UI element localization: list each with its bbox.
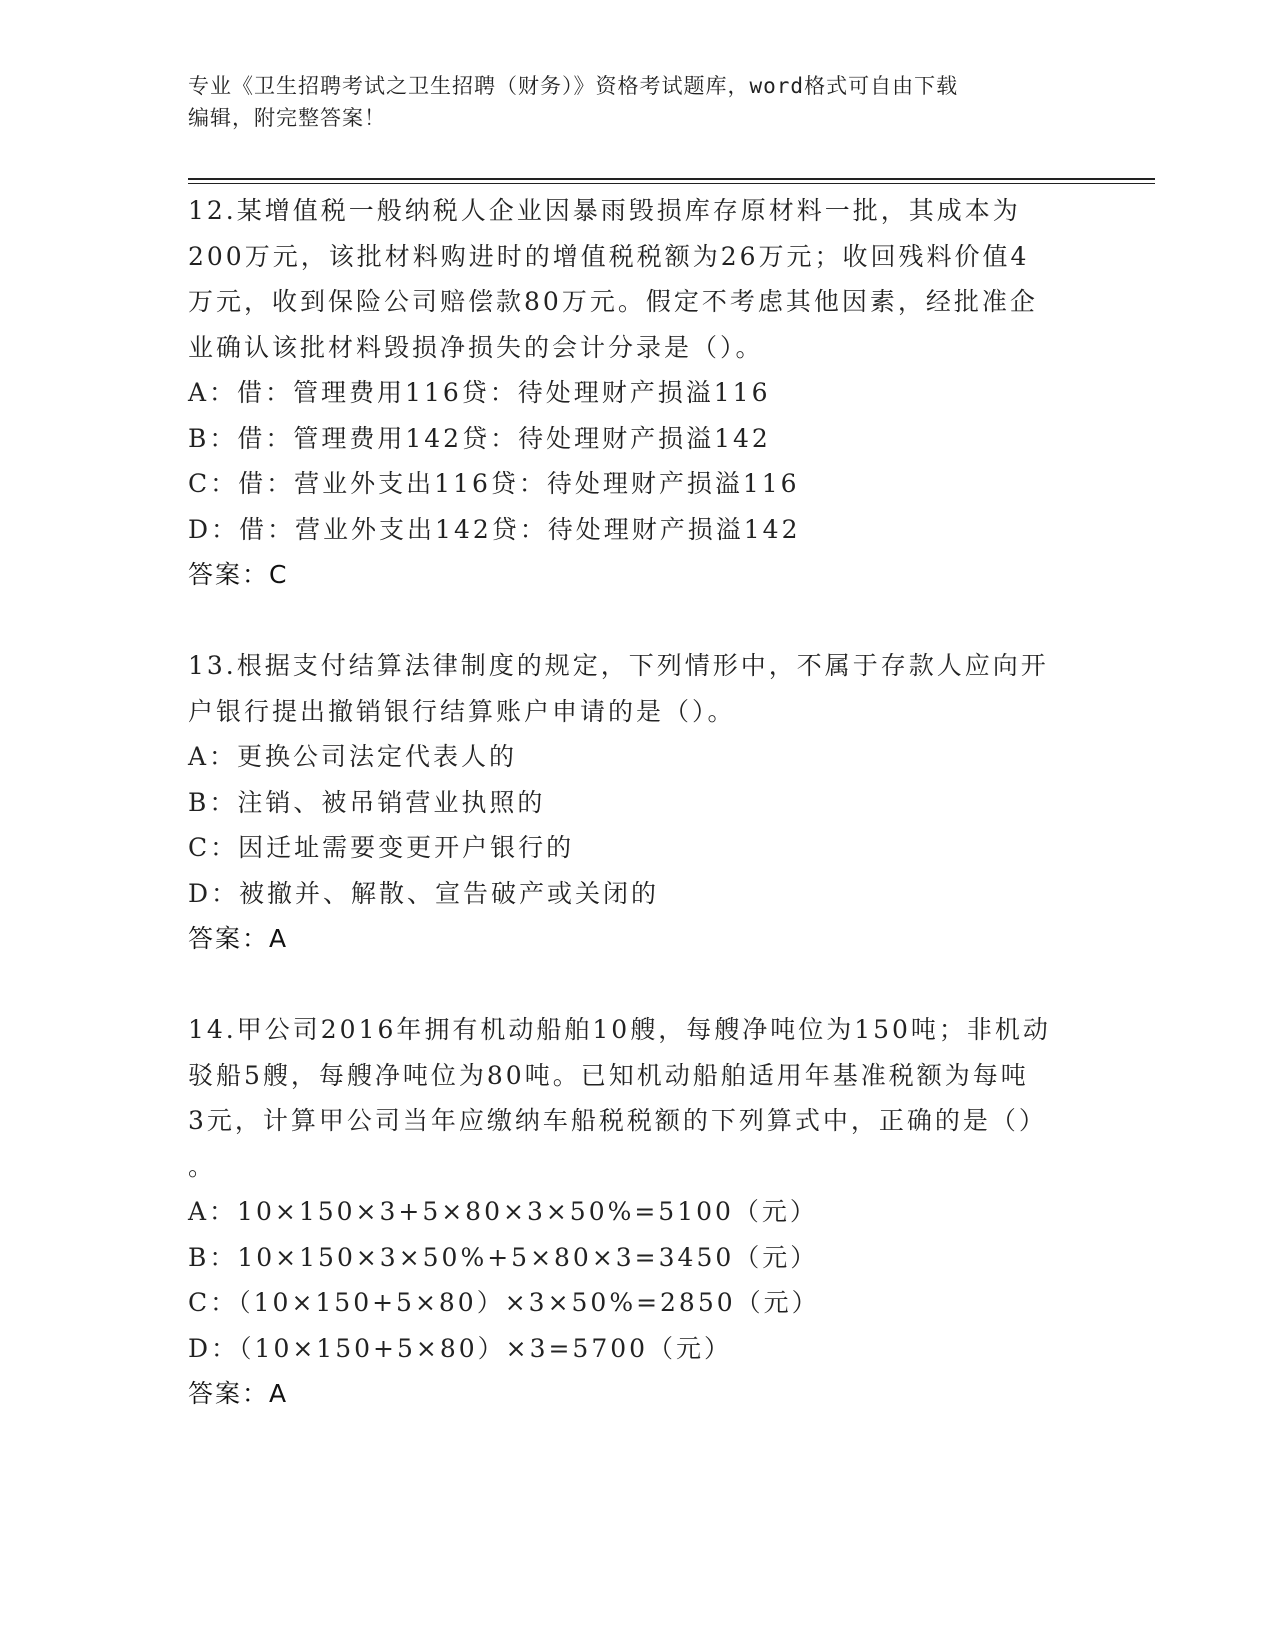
stem-line: 12.某增值税一般纳税人企业因暴雨毁损库存原材料一批，其成本为 (188, 196, 1021, 225)
option-b: B：10×150×3×50%+5×80×3=3450（元） (188, 1242, 819, 1272)
answer-label: 答案：C (188, 560, 289, 589)
stem-line: 。 (188, 1151, 217, 1181)
option-b: B：注销、被吊销营业执照的 (188, 787, 546, 817)
stem-line: 3元，计算甲公司当年应缴纳车船税税额的下列算式中，正确的是（） (188, 1106, 1047, 1135)
stem-line: 驳船5艘，每艘净吨位为80吨。已知机动船舶适用年基准税额为每吨 (188, 1060, 1029, 1090)
header-line-2: 编辑，附完整答案！ (188, 106, 386, 130)
option-b: B：借：管理费用142贷：待处理财产损溢142 (188, 423, 771, 453)
answer-label: 答案：A (188, 924, 289, 953)
stem-line: 200万元，该批材料购进时的增值税税额为26万元；收回残料价值4 (188, 241, 1030, 271)
option-a: A：10×150×3+5×80×3×50%=5100（元） (188, 1197, 818, 1226)
stem-line: 万元，收到保险公司赔偿款80万元。假定不考虑其他因素，经批准企 (188, 287, 1038, 316)
header-line-1: 专业《卫生招聘考试之卫生招聘（财务）》资格考试题库，word格式可自由下载 (188, 74, 959, 98)
option-d: D：借：营业外支出142贷：待处理财产损溢142 (188, 514, 801, 544)
option-d: D：被撤并、解散、宣告破产或关闭的 (188, 878, 660, 908)
question-13 (188, 643, 1088, 962)
option-c: C：因迁址需要变更开户银行的 (188, 833, 575, 862)
answer-label: 答案：A (188, 1379, 289, 1408)
question-stem (188, 643, 1088, 734)
header-divider-thick (188, 178, 1155, 180)
stem-line: 业确认该批材料毁损净损失的会计分录是（）。 (188, 332, 764, 362)
option-c: C：（10×150+5×80）×3×50%=2850（元） (188, 1288, 820, 1317)
option-d: D：（10×150+5×80）×3=5700（元） (188, 1333, 733, 1363)
question-14 (188, 1007, 1088, 1417)
option-a: A：更换公司法定代表人的 (188, 742, 518, 771)
question-12 (188, 188, 1088, 598)
header-divider-thin (188, 183, 1155, 184)
stem-line: 14.甲公司2016年拥有机动船舶10艘，每艘净吨位为150吨；非机动 (188, 1015, 1051, 1044)
question-stem (188, 188, 1088, 370)
question-stem (188, 1007, 1088, 1189)
stem-line: 13.根据支付结算法律制度的规定，下列情形中，不属于存款人应向开 (188, 651, 1049, 680)
option-a: A：借：管理费用116贷：待处理财产损溢116 (188, 378, 771, 407)
document-header (188, 70, 1088, 134)
option-c: C：借：营业外支出116贷：待处理财产损溢116 (188, 469, 800, 498)
stem-line: 户银行提出撤销银行结算账户申请的是（）。 (188, 696, 736, 726)
